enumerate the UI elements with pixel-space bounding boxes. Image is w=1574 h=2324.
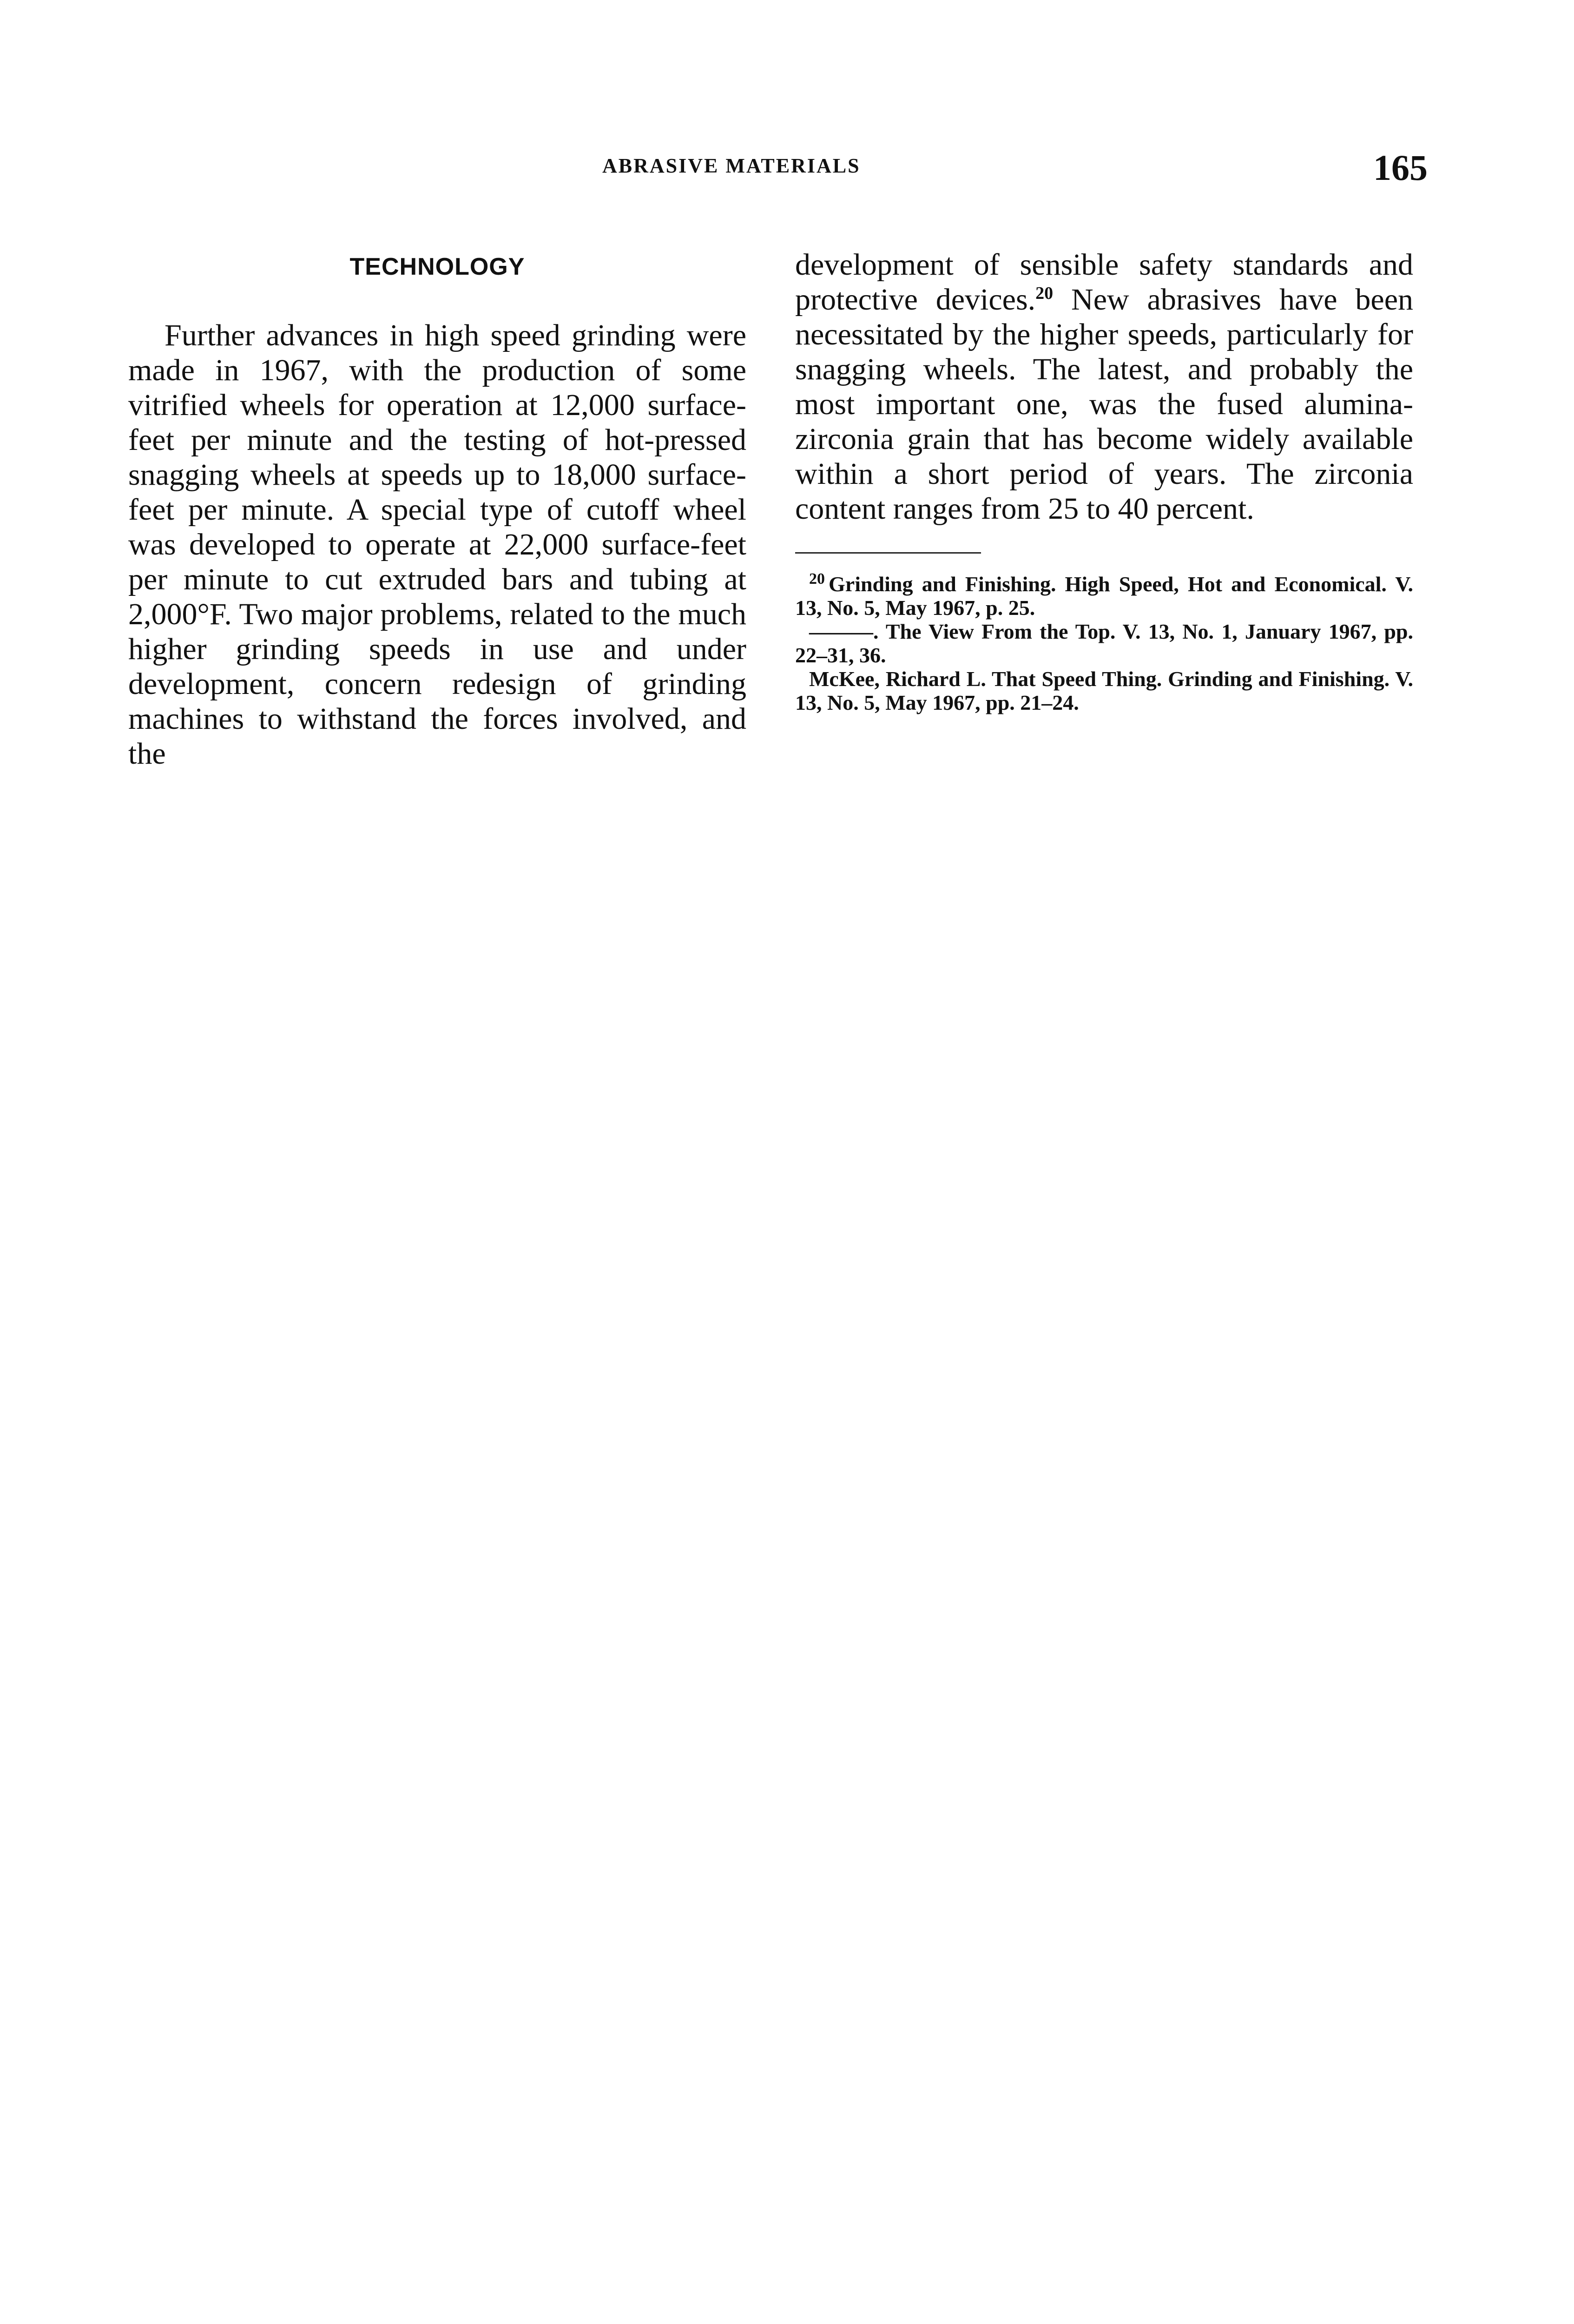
paragraph-text-before-ref: development of sensible safety standards and protective devices. — [795, 248, 1413, 317]
footnote-reference: 20 — [1035, 284, 1054, 303]
section-heading: TECHNOLOGY — [349, 253, 525, 280]
body-paragraph-continued — [795, 247, 1413, 526]
running-title: ABRASIVE MATERIALS — [602, 154, 861, 177]
footnote-text: Grinding and Finishing. High Speed, Hot and Economical. V. 13, No. 5, May 1967, p. 25. — [795, 572, 1413, 620]
right-column — [795, 247, 1413, 714]
footnote-marker: 20 — [809, 570, 825, 588]
page-number: 165 — [1373, 147, 1428, 188]
footnote-entry — [795, 572, 1413, 620]
footnote-divider — [795, 552, 981, 554]
paragraph-text-after-ref: New abrasives have been necessitated by the higher speeds, particularly for snagging wheels. The latest, and probably the most important one, was the fused alumina-zirconia grain that has become widely available within a short period of years. The zirconia content ranges from 25 to 40 percent. — [795, 283, 1413, 526]
footnotes — [795, 572, 1413, 714]
footnote-entry: McKee, Richard L. That Speed Thing. Grinding and Finishing. V. 13, No. 5, May 1967, pp. 21–24. — [795, 667, 1413, 714]
body-paragraph: Further advances in high speed grinding were made in 1967, with the production of some vitrified wheels for operation at 12,000 surface-feet per minute and the testing of hot-pressed snagging wheels at speeds up to 18,000 surface-feet per minute. A special type of cutoff wheel was developed to operate at 22,000 surface-feet per minute to cut extruded bars and tubing at 2,000°F. Two major problems, related to the much higher grinding speeds in use and under development, concern redesign of grinding machines to withstand the forces involved, and the — [128, 318, 746, 771]
footnote-entry: ———. The View From the Top. V. 13, No. 1, January 1967, pp. 22–31, 36. — [795, 620, 1413, 667]
left-column — [128, 253, 746, 771]
